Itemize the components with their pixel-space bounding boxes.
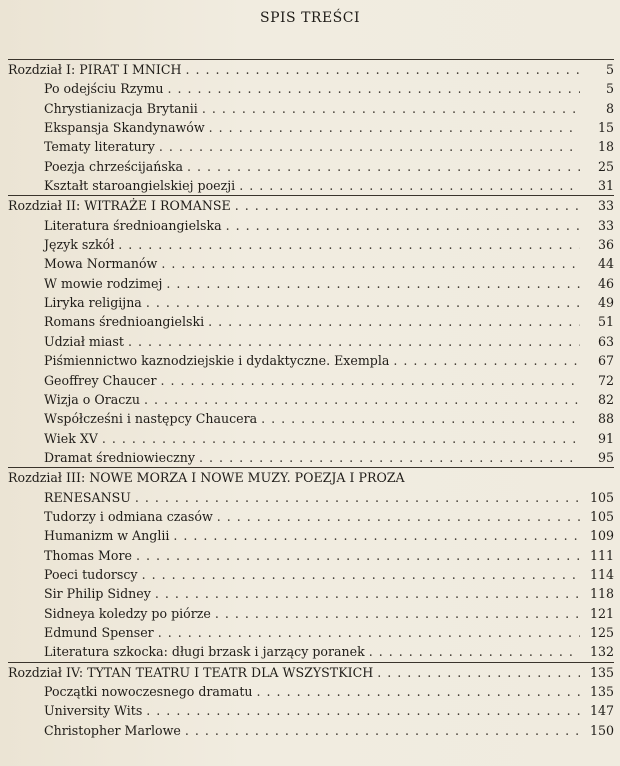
toc-entry-label: Ekspansja Skandynawów — [44, 120, 205, 136]
toc-section-entry[interactable] — [8, 526, 614, 545]
toc-chapter-entry[interactable] — [8, 468, 614, 487]
dot-leader — [215, 604, 580, 623]
toc-section-entry[interactable] — [8, 721, 614, 740]
toc-section-entry[interactable] — [8, 118, 614, 137]
dot-leader — [185, 721, 580, 740]
toc-page-number: 8 — [605, 100, 614, 116]
toc-section-entry[interactable] — [8, 79, 614, 98]
dot-leader — [161, 254, 580, 273]
toc-page-number: 82 — [597, 391, 614, 407]
dot-leader — [102, 429, 580, 448]
toc-entry-label-continued: RENESANSU — [44, 489, 131, 505]
toc-section-entry[interactable] — [8, 235, 614, 254]
toc-entry-label: Mowa Normanów — [44, 256, 158, 272]
toc-page-number: 88 — [597, 411, 614, 427]
toc-section-entry[interactable] — [8, 682, 614, 701]
toc-entry-label: Kształt staroangielskiej poezji — [44, 178, 236, 194]
dot-leader — [393, 351, 580, 370]
toc-section-entry[interactable] — [8, 546, 614, 565]
toc-page-number: 63 — [597, 333, 614, 349]
toc-entry-label: Piśmiennictwo kaznodziejskie i dydaktyczne. Exempla — [44, 353, 390, 369]
toc-entry-label: Wizja o Oraczu — [44, 391, 141, 407]
toc-entry-label: Sidneya koledzy po piórze — [44, 605, 211, 621]
toc-page-number: 67 — [597, 353, 614, 369]
toc-entry-label: Tudorzy i odmiana czasów — [44, 508, 213, 524]
toc-entry-label: Literatura średnioangielska — [44, 217, 222, 233]
toc-entry-label: Literatura szkocka: długi brzask i jarzący poranek — [44, 644, 365, 660]
toc-chapter-entry[interactable] — [8, 663, 614, 682]
dot-leader — [136, 546, 580, 565]
toc-section-entry[interactable] — [8, 157, 614, 176]
toc-entry-label: Po odejściu Rzymu — [44, 81, 164, 97]
toc-section-entry[interactable] — [8, 176, 614, 195]
toc-page-number: 5 — [605, 81, 614, 97]
toc-entry-label: W mowie rodzimej — [44, 275, 163, 291]
toc-entry-label: Christopher Marlowe — [44, 722, 181, 738]
toc-entry-label: Poezja chrześcijańska — [44, 158, 183, 174]
toc-chapter-entry[interactable] — [8, 60, 614, 79]
toc-entry-label: Rozdział II: WITRAŻE I ROMANSE — [8, 198, 231, 214]
dot-leader — [239, 176, 580, 195]
toc-section-entry[interactable] — [8, 409, 614, 428]
dot-leader — [235, 196, 580, 215]
toc-entry-label: Edmund Spenser — [44, 624, 154, 640]
toc-section-entry[interactable] — [8, 429, 614, 448]
dot-leader — [226, 216, 580, 235]
toc-section-entry[interactable] — [8, 254, 614, 273]
toc-section-entry[interactable] — [8, 351, 614, 370]
toc-section-entry[interactable] — [8, 312, 614, 331]
toc-section-entry[interactable] — [8, 274, 614, 293]
dot-leader — [135, 488, 580, 507]
dot-leader — [209, 118, 580, 137]
toc-section-entry[interactable] — [8, 332, 614, 351]
dot-leader — [369, 642, 580, 661]
toc-section-entry[interactable] — [8, 507, 614, 526]
dot-leader — [187, 157, 580, 176]
toc-page-number: 132 — [589, 644, 614, 660]
toc-page-number: 51 — [597, 314, 614, 330]
toc-entry-label: Rozdział I: PIRAT I MNICH — [8, 62, 182, 77]
toc-entry-label: Dramat średniowieczny — [44, 449, 196, 465]
toc-page-number: 31 — [597, 178, 614, 194]
toc-page-number: 150 — [589, 722, 614, 738]
toc-entry-label: Romans średnioangielski — [44, 314, 205, 330]
toc-entry-label: Poeci tudorscy — [44, 566, 138, 582]
toc-page-number: 44 — [597, 256, 614, 272]
toc-entry-label: Liryka religijna — [44, 295, 142, 311]
dot-leader — [202, 99, 580, 118]
toc-page-number: 46 — [597, 275, 614, 291]
toc-entry-label: Sir Philip Sidney — [44, 586, 151, 602]
toc-page-number: 5 — [605, 62, 614, 77]
toc-page-number: 135 — [589, 684, 614, 699]
dot-leader — [144, 390, 580, 409]
toc-entry-label: Geoffrey Chaucer — [44, 372, 157, 388]
dot-leader — [185, 60, 580, 79]
toc-entry-label: Chrystianizacja Brytanii — [44, 100, 198, 116]
toc-section-entry[interactable] — [8, 701, 614, 720]
toc-chapter-entry[interactable] — [8, 196, 614, 215]
toc-page-number: 105 — [589, 489, 614, 505]
toc-entry-label: Thomas More — [44, 547, 132, 563]
table-of-contents — [8, 59, 614, 740]
dot-leader — [155, 584, 580, 603]
dot-leader — [217, 507, 580, 526]
dot-leader — [128, 332, 580, 351]
toc-section-entry[interactable] — [8, 623, 614, 642]
dot-leader — [208, 312, 580, 331]
toc-section-entry[interactable] — [8, 137, 614, 156]
toc-entry-label: Udział miast — [44, 333, 124, 349]
dot-leader — [261, 409, 580, 428]
toc-entry-label: Tematy literatury — [44, 139, 155, 155]
toc-page-number: 33 — [597, 217, 614, 233]
toc-page-number: 95 — [597, 449, 614, 465]
toc-page-number: 135 — [589, 664, 614, 680]
toc-section-entry[interactable] — [8, 371, 614, 390]
dot-leader — [257, 682, 580, 701]
page-title: SPIS TREŚCI — [259, 10, 360, 26]
toc-page-number: 114 — [589, 566, 614, 582]
dot-leader — [118, 235, 580, 254]
toc-page-number: 72 — [597, 372, 614, 388]
toc-page-number: 111 — [589, 547, 614, 563]
dot-leader — [146, 293, 580, 312]
dot-leader — [377, 663, 580, 682]
toc-page-number: 15 — [597, 120, 614, 136]
toc-page-number: 25 — [597, 158, 614, 174]
toc-section-entry[interactable] — [8, 584, 614, 603]
toc-page-number: 36 — [597, 237, 614, 253]
toc-page-number: 125 — [589, 624, 614, 640]
toc-entry-label: Wiek XV — [44, 430, 98, 446]
toc-section-entry[interactable] — [8, 642, 614, 661]
toc-page-number: 33 — [597, 198, 614, 214]
toc-entry-label: Współcześni i następcy Chaucera — [44, 411, 258, 427]
toc-page-number: 105 — [589, 508, 614, 524]
toc-section-entry[interactable] — [8, 293, 614, 312]
toc-page-number: 109 — [589, 528, 614, 544]
toc-chapter-entry-continued[interactable] — [8, 488, 614, 507]
toc-entry-label: Rozdział III: NOWE MORZA I NOWE MUZY. POEZJA I PROZA — [8, 470, 405, 486]
toc-section-entry[interactable] — [8, 390, 614, 409]
dot-leader — [142, 565, 580, 584]
dot-leader — [159, 137, 580, 156]
toc-entry-label: Rozdział IV: TYTAN TEATRU I TEATR DLA WSZYSTKICH — [8, 664, 374, 680]
toc-entry-label: University Wits — [44, 703, 143, 719]
dot-leader — [161, 371, 580, 390]
toc-entry-label: Początki nowoczesnego dramatu — [44, 684, 253, 699]
dot-leader — [199, 448, 580, 467]
toc-section-entry[interactable] — [8, 565, 614, 584]
toc-section-entry[interactable] — [8, 99, 614, 118]
dot-leader — [166, 274, 580, 293]
toc-section-entry[interactable] — [8, 604, 614, 623]
dot-leader — [158, 623, 580, 642]
dot-leader — [173, 526, 580, 545]
toc-page-number: 91 — [597, 430, 614, 446]
toc-page-number: 147 — [589, 703, 614, 719]
toc-entry-label: Język szkół — [44, 237, 115, 253]
toc-page-number: 121 — [589, 605, 614, 621]
toc-section-entry[interactable] — [8, 448, 614, 467]
toc-section-entry[interactable] — [8, 216, 614, 235]
toc-page-number: 49 — [597, 295, 614, 311]
toc-entry-label: Humanizm w Anglii — [44, 528, 170, 544]
dot-leader — [146, 701, 580, 720]
toc-page-number: 118 — [589, 586, 614, 602]
toc-page-number: 18 — [597, 139, 614, 155]
dot-leader — [168, 79, 581, 98]
